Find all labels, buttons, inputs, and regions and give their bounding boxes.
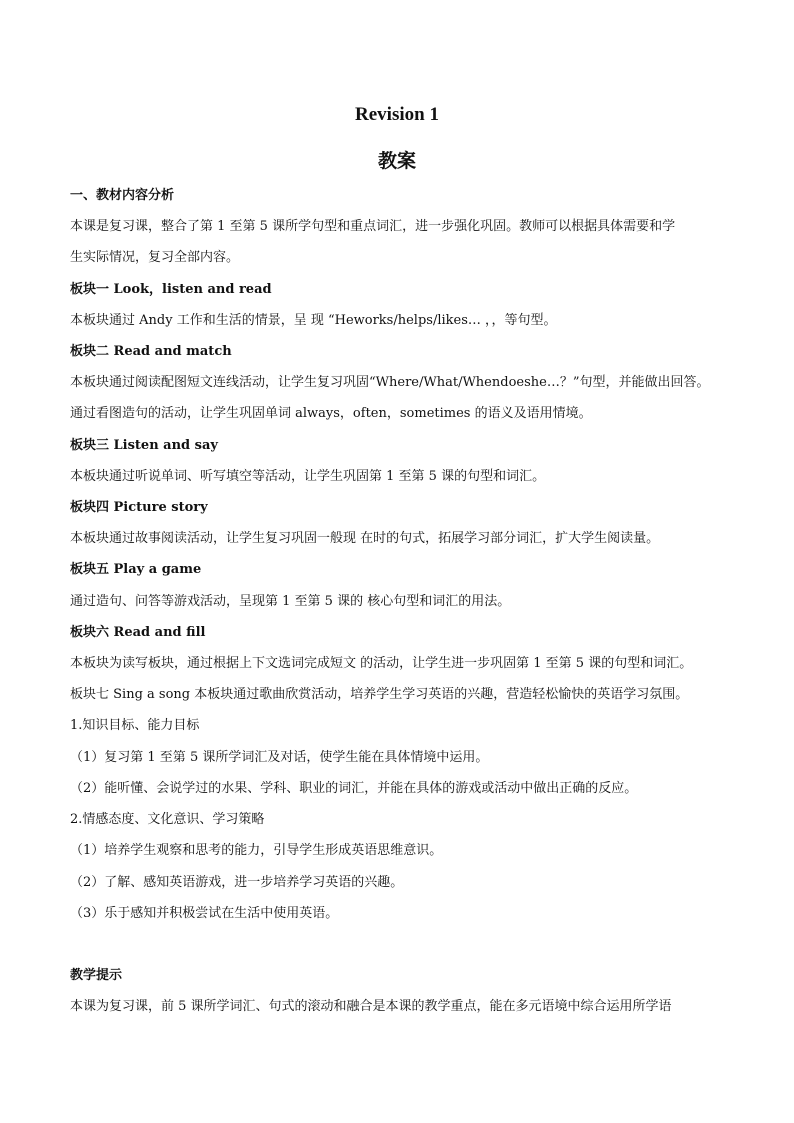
block-heading-1: 板块一 Look，listen and read (70, 282, 272, 297)
paragraph-line: 本板块通过 Andy 工作和生活的情景，呈 现 “Heworks/helps/likes… ，，等句型。 (70, 313, 557, 328)
paragraph-line: 本课是复习课，整合了第 1 至第 5 课所学句型和重点词汇，进一步强化巩固。教师可以根据具体需要和学 (70, 219, 676, 234)
objective-heading-attitude: 2.情感态度、文化意识、学习策略 (70, 812, 265, 827)
objective-item: （2）能听懂、会说学过的水果、学科、职业的词汇，并能在具体的游戏或活动中做出正确的反应。 (70, 781, 638, 796)
paragraph-line: 本板块通过故事阅读活动，让学生复习巩固一般现 在时的句式，拓展学习部分词汇，扩大学生阅读量。 (70, 531, 660, 546)
block-heading-3: 板块三 Listen and say (70, 438, 218, 453)
paragraph-line: 生实际情况，复习全部内容。 (70, 250, 240, 265)
block-heading-2: 板块二 Read and match (70, 344, 232, 359)
objective-item: （1）复习第 1 至第 5 课所学词汇及对话，使学生能在具体情境中运用。 (70, 750, 489, 765)
document-title: Revision 1 (355, 104, 439, 125)
paragraph-line: 本板块通过阅读配图短文连线活动，让学生复习巩固“Where/What/Whendoeshe…？”句型，并能做出回答。 (70, 375, 710, 390)
section-heading-teaching-tips: 教学提示 (70, 968, 123, 983)
objective-item: （1）培养学生观察和思考的能力，引导学生形成英语思维意识。 (70, 843, 443, 858)
paragraph-line: 本课为复习课，前 5 课所学词汇、句式的滚动和融合是本课的教学重点，能在多元语境中综合运用所学语 (70, 999, 672, 1014)
section-heading-material-analysis: 一、教材内容分析 (70, 188, 175, 203)
document-subtitle: 教案 (377, 151, 416, 172)
paragraph-line: 通过造句、问答等游戏活动，呈现第 1 至第 5 课的 核心句型和词汇的用法。 (70, 594, 511, 609)
paragraph-line: 本板块通过听说单词、听写填空等活动，让学生巩固第 1 至第 5 课的句型和词汇。 (70, 469, 546, 484)
block-heading-5: 板块五 Play a game (70, 562, 202, 577)
block-heading-4: 板块四 Picture story (70, 500, 208, 515)
paragraph-line: 通过看图造句的活动，让学生巩固单词 always，often，sometimes 的语义及语用情境。 (70, 406, 592, 421)
objective-heading-knowledge: 1.知识目标、能力目标 (70, 718, 200, 733)
block-heading-6: 板块六 Read and fill (70, 625, 206, 640)
paragraph-line: 本板块为读写板块，通过根据上下文选词完成短文 的活动，让学生进一步巩固第 1 至第 5 课的句型和词汇。 (70, 656, 693, 671)
objective-item: （3）乐于感知并积极尝试在生活中使用英语。 (70, 906, 339, 921)
objective-item: （2）了解、感知英语游戏，进一步培养学习英语的兴趣。 (70, 875, 404, 890)
paragraph-line: 板块七 Sing a song 本板块通过歌曲欣赏活动，培养学生学习英语的兴趣，营造轻松愉快的英语学习氛围。 (70, 687, 689, 702)
